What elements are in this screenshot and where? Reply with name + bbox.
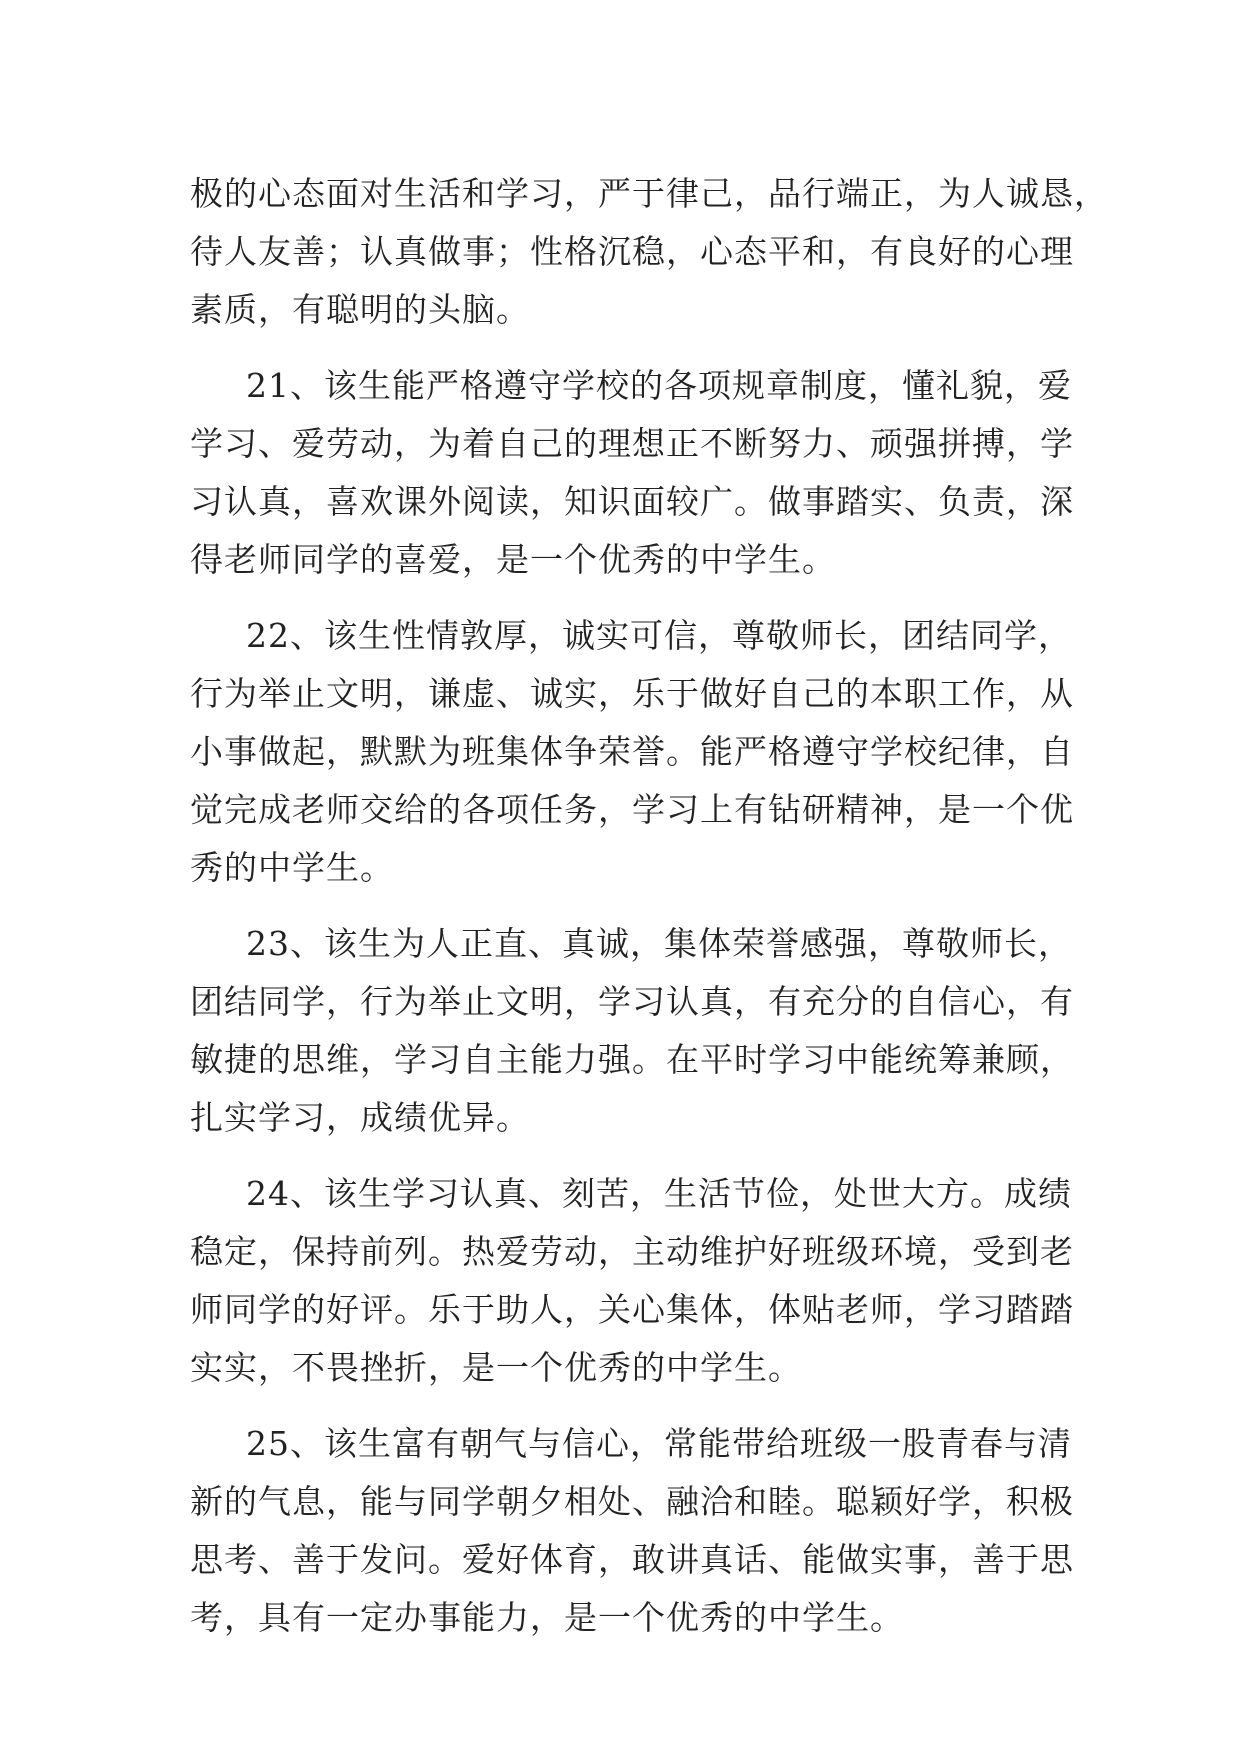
text-line: 觉完成老师交给的各项任务，学习上有钻研精神，是一个优 xyxy=(190,790,1074,829)
text-line: 25、该生富有朝气与信心，常能带给班级一股青春与清 xyxy=(246,1424,1072,1463)
text-line: 24、该生学习认真、刻苦，生活节俭，处世大方。成绩 xyxy=(246,1174,1072,1213)
text-line: 师同学的好评。乐于助人，关心集体，体贴老师，学习踏踏 xyxy=(190,1290,1074,1329)
text-line: 22、该生性情敦厚，诚实可信，尊敬师长，团结同学， xyxy=(246,616,1072,655)
text-line: 素质，有聪明的头脑。 xyxy=(190,290,530,329)
text-line: 扎实学习，成绩优异。 xyxy=(190,1098,530,1137)
text-line: 新的气息，能与同学朝夕相处、融洽和睦。聪颖好学，积极 xyxy=(190,1482,1074,1521)
document-body xyxy=(190,165,1108,1647)
text-line: 得老师同学的喜爱，是一个优秀的中学生。 xyxy=(190,540,836,579)
text-line: 小事做起，默默为班集体争荣誉。能严格遵守学校纪律，自 xyxy=(190,732,1074,771)
text-line: 实实，不畏挫折，是一个优秀的中学生。 xyxy=(190,1348,802,1387)
text-line: 考，具有一定办事能力，是一个优秀的中学生。 xyxy=(190,1598,904,1637)
paragraph-item-22 xyxy=(190,607,1074,897)
text-line: 团结同学，行为举止文明，学习认真，有充分的自信心，有 xyxy=(190,982,1074,1021)
text-line: 极的心态面对生活和学习，严于律己，品行端正，为人诚恳， xyxy=(190,174,1108,213)
paragraph-item-25 xyxy=(190,1415,1074,1647)
paragraph-continuation xyxy=(190,165,1108,339)
text-line: 思考、善于发问。爱好体育，敢讲真话、能做实事，善于思 xyxy=(190,1540,1074,1579)
paragraph-item-23 xyxy=(190,915,1074,1147)
text-line: 学习、爱劳动，为着自己的理想正不断努力、顽强拼搏，学 xyxy=(190,424,1074,463)
paragraph-item-24 xyxy=(190,1165,1074,1397)
text-line: 稳定，保持前列。热爱劳动，主动维护好班级环境，受到老 xyxy=(190,1232,1074,1271)
text-line: 秀的中学生。 xyxy=(190,848,394,887)
text-line: 习认真，喜欢课外阅读，知识面较广。做事踏实、负责，深 xyxy=(190,482,1074,521)
text-line: 23、该生为人正直、真诚，集体荣誉感强，尊敬师长， xyxy=(246,924,1072,963)
text-line: 21、该生能严格遵守学校的各项规章制度，懂礼貌，爱 xyxy=(246,366,1072,405)
text-line: 行为举止文明，谦虚、诚实，乐于做好自己的本职工作，从 xyxy=(190,674,1074,713)
paragraph-item-21 xyxy=(190,357,1074,589)
text-line: 敏捷的思维，学习自主能力强。在平时学习中能统筹兼顾， xyxy=(190,1040,1074,1079)
text-line: 待人友善；认真做事；性格沉稳，心态平和，有良好的心理 xyxy=(190,232,1074,271)
